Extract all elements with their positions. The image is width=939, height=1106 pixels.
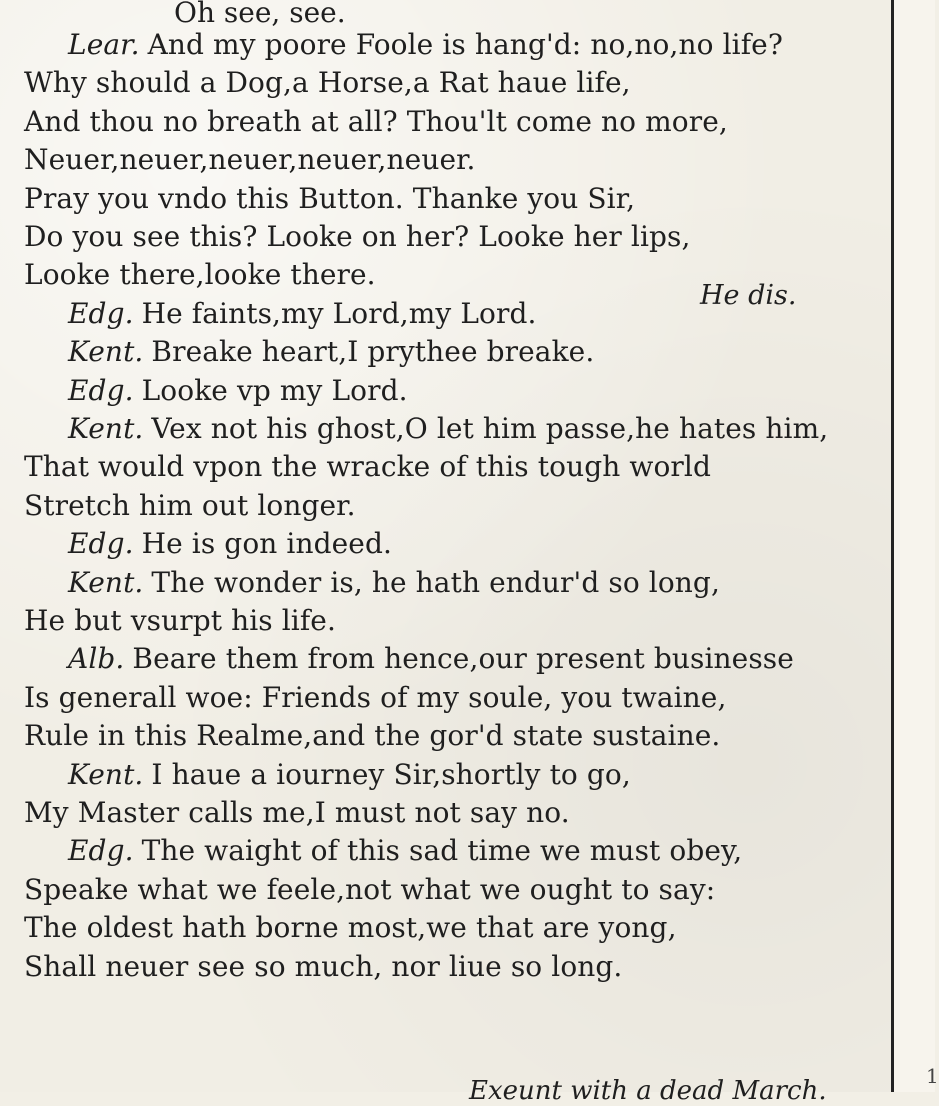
text-line bbox=[24, 794, 570, 832]
text-line bbox=[24, 679, 726, 717]
text-line bbox=[24, 602, 336, 640]
line-text: Rule in this Realme,and the gor'd state sustaine. bbox=[24, 719, 721, 753]
speaker-name: Kent. bbox=[68, 757, 144, 791]
speaker-name: Edg. bbox=[68, 527, 134, 561]
text-line bbox=[68, 525, 392, 563]
text-line bbox=[24, 871, 715, 909]
line-text: Is generall woe: Friends of my soule, you twaine, bbox=[24, 680, 727, 714]
speaker-name: Kent. bbox=[68, 565, 144, 599]
right-margin bbox=[894, 0, 935, 1092]
text-line bbox=[68, 640, 794, 678]
text-line bbox=[24, 64, 631, 102]
line-text: The waight of this sad time we must obey, bbox=[141, 834, 743, 868]
margin-mark: 1 bbox=[926, 1064, 939, 1088]
text-line bbox=[24, 909, 677, 947]
line-text: And thou no breath at all? Thou'lt come no more, bbox=[24, 104, 728, 138]
text-line bbox=[68, 372, 408, 410]
text-line bbox=[68, 333, 594, 371]
speaker-name: Lear. bbox=[68, 28, 140, 61]
text-line bbox=[24, 256, 376, 294]
speaker-name: Edg. bbox=[68, 834, 134, 868]
line-text: He is gon indeed. bbox=[141, 527, 392, 561]
right-margin-rule bbox=[891, 0, 894, 1092]
line-text: I haue a iourney Sir,shortly to go, bbox=[151, 757, 631, 791]
line-text: Looke vp my Lord. bbox=[141, 373, 408, 407]
text-line bbox=[24, 103, 728, 141]
speaker-name: Kent. bbox=[68, 412, 144, 445]
line-text: Looke there,looke there. bbox=[24, 258, 376, 292]
line-text: Beare them from hence,our present businesse bbox=[132, 642, 794, 676]
line-text: Do you see this? Looke on her? Looke her lips, bbox=[24, 220, 691, 253]
top-partial-line: Oh see, see. bbox=[174, 0, 346, 29]
stage-direction: He dis. bbox=[700, 280, 797, 311]
text-line bbox=[24, 717, 720, 755]
line-text: And my poore Foole is hang'd: no,no,no life? bbox=[147, 28, 783, 61]
text-line bbox=[24, 180, 635, 218]
line-text: He faints,my Lord,my Lord. bbox=[141, 296, 537, 330]
line-text: My Master calls me,I must not say no. bbox=[24, 796, 570, 829]
text-line bbox=[24, 141, 476, 179]
text-line bbox=[24, 487, 356, 525]
text-line bbox=[68, 756, 631, 794]
line-text: Breake heart,I prythee breake. bbox=[151, 335, 595, 369]
line-text: Vex not his ghost,O let him passe,he hates him, bbox=[151, 412, 829, 445]
speaker-name: Kent. bbox=[68, 335, 144, 369]
line-text: Why should a Dog,a Horse,a Rat haue life, bbox=[24, 66, 631, 100]
text-line bbox=[68, 832, 742, 870]
text-line bbox=[24, 448, 711, 486]
line-text: Speake what we feele,not what we ought to say: bbox=[24, 872, 716, 906]
line-text: The wonder is, he hath endur'd so long, bbox=[151, 565, 720, 599]
text-line bbox=[24, 948, 622, 986]
bottom-partial-line: Exeunt with a dead March. bbox=[469, 1076, 827, 1106]
speaker-name: Edg. bbox=[68, 373, 134, 407]
line-text: Neuer,neuer,neuer,neuer,neuer. bbox=[24, 143, 476, 177]
line-text: Pray you vndo this Button. Thanke you Sir, bbox=[24, 181, 636, 215]
play-text-column bbox=[24, 0, 884, 1106]
line-text: The oldest hath borne most,we that are yong, bbox=[24, 911, 677, 945]
line-text: That would vpon the wracke of this tough world bbox=[24, 450, 711, 484]
text-line bbox=[68, 295, 537, 333]
speaker-name: Edg. bbox=[68, 296, 134, 330]
line-text: He but vsurpt his life. bbox=[24, 604, 336, 637]
speaker-name: Alb. bbox=[68, 642, 125, 676]
line-text: Shall neuer see so much, nor liue so long. bbox=[24, 949, 623, 983]
text-line bbox=[68, 410, 828, 448]
text-line bbox=[68, 26, 783, 64]
text-line bbox=[24, 218, 691, 256]
text-line bbox=[68, 564, 720, 602]
line-text: Stretch him out longer. bbox=[24, 488, 356, 522]
